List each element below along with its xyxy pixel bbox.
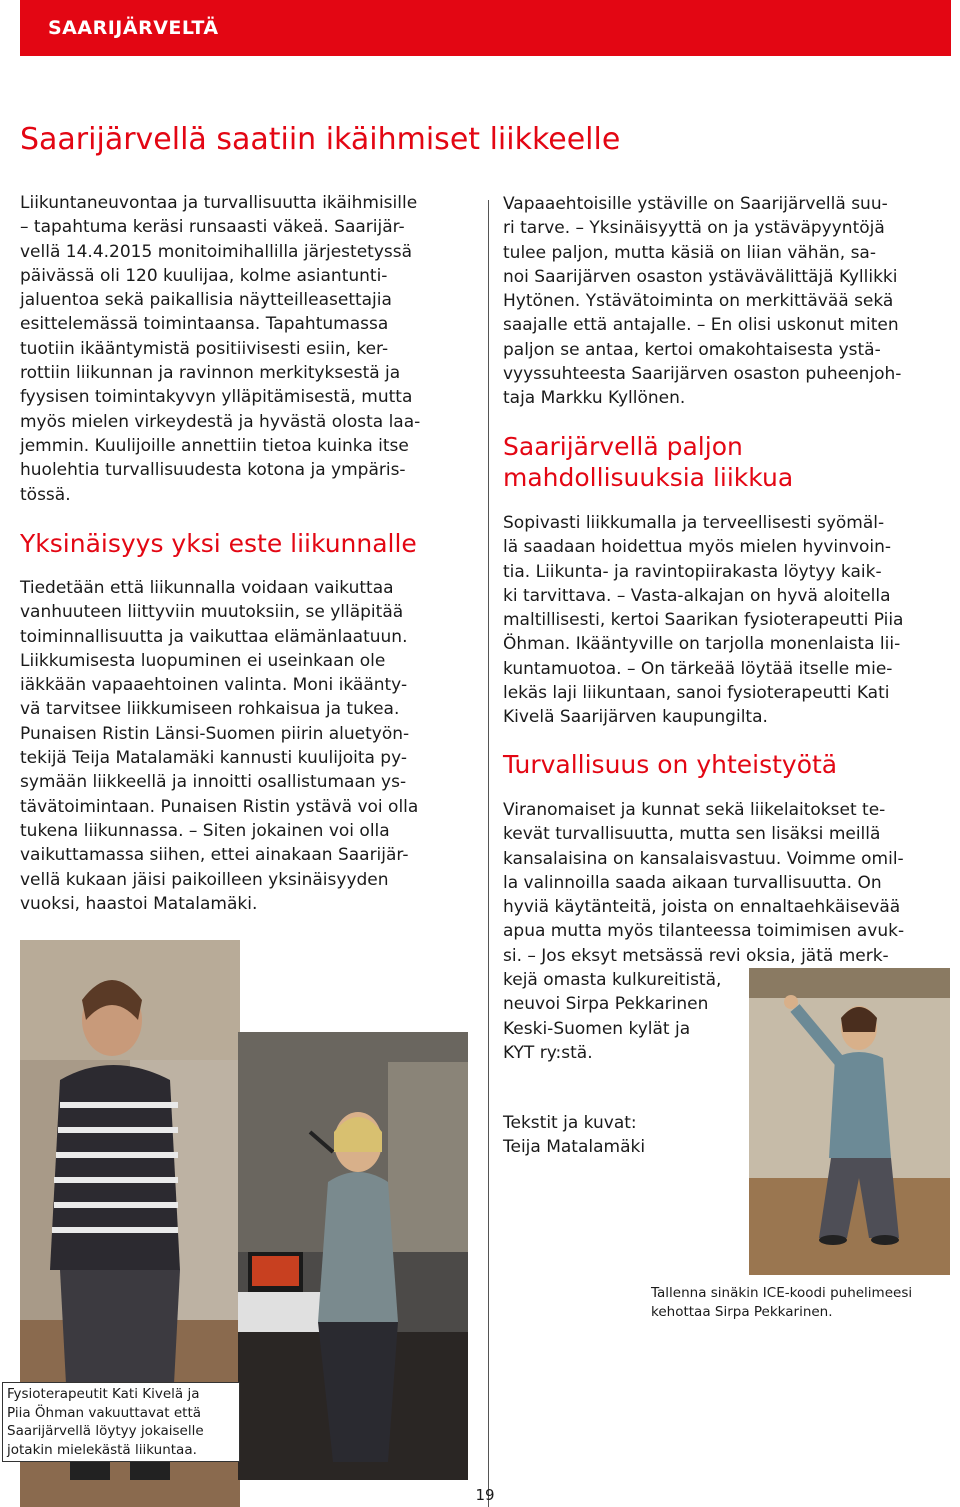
page-number: 19 (475, 1486, 495, 1504)
caption-line: Fysioterapeutit Kati Kivelä ja (7, 1386, 200, 1402)
heading-line: Saarijärvellä paljon (503, 432, 743, 461)
text-line: Viranomaiset ja kunnat sekä liikelaitokset te- (503, 800, 886, 820)
text-line: tekijä Teija Matalamäki kannusti kuulijoita py- (20, 748, 407, 769)
text-line: Tiedetään että liikunnalla voidaan vaikuttaa (20, 578, 394, 598)
text-line: neuvoi Sirpa Pekkarinen (503, 994, 709, 1015)
text-line: KYT ry:stä. (503, 1042, 593, 1063)
text-line: vellä 14.4.2015 monitoimihallilla järjestetyssä (20, 241, 413, 262)
text-line: Liikkumisesta luopuminen ei useinkaan ole (20, 650, 386, 671)
text-line: Punaisen Ristin Länsi-Suomen piirin aluetyön- (20, 723, 410, 744)
text-line: vaikuttamassa siihen, ettei ainakaan Saarijär- (20, 845, 409, 866)
text-line: Teija Matalamäki (503, 1137, 646, 1158)
text-line: Sopivasti liikkumalla ja terveellisesti syömäl- (503, 513, 885, 533)
text-line: apua mutta myös tilanteessa toimimisen avuk- (503, 921, 905, 942)
caption-line: Piia Öhman vakuuttavat että (7, 1404, 202, 1421)
text-line: kansalaisina on kansalaisvastuu. Voimme omil- (503, 848, 904, 869)
text-line: kejä omasta kulkureitistä, (503, 970, 722, 991)
photo-speaker-arm-raised (749, 968, 950, 1275)
text-line: Liikuntaneuvontaa ja turvallisuutta ikäihmisille (20, 193, 418, 213)
caption-line: Tallenna sinäkin ICE-koodi puhelimeesi (651, 1285, 913, 1301)
text-line: ri tarve. – Yksinäisyyttä on ja ystäväpyyntöjä (503, 218, 885, 239)
text-line: lä saadaan hoidettua myös mielen hyvinvoin- (503, 537, 891, 558)
caption-line: kehottaa Sirpa Pekkarinen. (651, 1303, 833, 1320)
subheading-opportunities (503, 431, 793, 493)
article-headline: Saarijärvellä saatiin ikäihmiset liikkeelle (20, 122, 621, 157)
intro-paragraph (20, 191, 480, 507)
text-line: iäkkään vapaaehtoinen valinta. Moni ikäänty- (20, 675, 408, 696)
text-line: noi Saarijärven osaston ystävävälittäjä Kyllikki (503, 266, 898, 287)
photo-speaker-arm-raised-image (749, 968, 950, 1275)
text-line: päivässä oli 120 kuulijaa, kolme asiantunti- (20, 265, 388, 286)
text-line: maltillisesti, kertoi Saarikan fysioterapeutti Piia (503, 610, 904, 631)
heading-line: mahdollisuuksia liikkua (503, 463, 794, 492)
text-line: Kivelä Saarijärven kaupungilta. (503, 707, 768, 728)
volunteer-paragraph (503, 192, 955, 411)
text-line: vyyssuhteesta Saarijärven osaston puheenjoh- (503, 364, 902, 385)
text-line: tia. Liikunta- ja ravintopiirakasta löytyy kaik- (503, 561, 882, 582)
text-line: rottiin liikunnan ja ravinnon merkityksestä ja (20, 363, 401, 384)
text-line: si. – Jos eksyt metsässä revi oksia, jätä merk- (503, 945, 889, 966)
text-line: kuntamuotoa. – On tärkeää löytää itselle mie- (503, 658, 893, 679)
text-line: kevät turvallisuutta, mutta sen lisäksi meillä (503, 824, 881, 845)
text-line: Vapaaehtoisille ystäville on Saarijärvellä suu- (503, 194, 888, 214)
text-line: huolehtia turvallisuudesta kotona ja ympäris- (20, 460, 406, 481)
caption-line: jotakin mielekästä liikuntaa. (7, 1441, 197, 1458)
text-line: Hytönen. Ystävätoiminta on merkittävää sekä (503, 291, 894, 312)
section-label: SAARIJÄRVELTÄ (48, 17, 219, 39)
text-line: la valinnoilla saada aikaan turvallisuutta. On (503, 872, 882, 893)
text-line: vuoksi, haastoi Matalamäki. (20, 893, 258, 914)
subheading-safety: Turvallisuus on yhteistyötä (503, 750, 838, 779)
text-line: vellä kukaan jäisi paikoilleen yksinäisyyden (20, 869, 389, 890)
photo-speaker-microphone-image (238, 1032, 468, 1480)
text-line: Öhman. Ikääntyville on tarjolla monenlaista lii- (503, 634, 901, 655)
text-line: tulee paljon, mutta käsiä on liian vähän, sa- (503, 242, 876, 263)
text-line: jaluentoa sekä paikallisia näytteilleasettajia (20, 290, 392, 311)
column-divider (488, 200, 489, 1507)
text-line: esittelemässä toimintaansa. Tapahtumassa (20, 314, 389, 335)
text-line: ki tarvittava. – Vasta-alkajan on hyvä aloitella (503, 585, 891, 606)
text-line: Keski-Suomen kylät ja (503, 1018, 691, 1039)
caption-physiotherapists (2, 1382, 240, 1462)
subheading-loneliness: Yksinäisyys yksi este liikunnalle (20, 529, 417, 558)
text-line: vä tarvitsee liikkumiseen rohkaisua ja tukea. (20, 699, 400, 720)
text-line: tukena liikunnassa. – Siten jokainen voi olla (20, 820, 390, 841)
text-line: lekäs laji liikuntaan, sanoi fysioterapeutti Kati (503, 683, 890, 704)
text-line: saajalle että antajalle. – En olisi uskonut miten (503, 315, 899, 336)
loneliness-paragraph (20, 576, 480, 916)
text-line: myös mielen virkeydestä ja hyvästä olosta laa- (20, 411, 421, 432)
exercise-paragraph (503, 511, 955, 730)
left-column (20, 191, 480, 507)
text-line: taja Markku Kyllönen. (503, 388, 686, 409)
caption-line: Saarijärvellä löytyy jokaiselle (7, 1423, 204, 1439)
text-line: symään liikkeellä ja innoitti osallistumaan ys- (20, 772, 407, 793)
text-line: tössä. (20, 484, 71, 505)
text-line: paljon se antaa, kertoi omakohtaisesta ystä- (503, 339, 881, 360)
caption-ice-code (651, 1284, 951, 1321)
photo-speaker-microphone (238, 1032, 468, 1480)
text-line: tävätoimintaan. Punaisen Ristin ystävä voi olla (20, 796, 419, 817)
text-line: toiminnallisuutta ja vaikuttaa elämänlaatuun. (20, 626, 408, 647)
text-line: fyysisen toimintakyvyn ylläpitämisestä, mutta (20, 387, 413, 408)
text-line: – tapahtuma keräsi runsaasti väkeä. Saarijär- (20, 217, 405, 238)
text-line: tuotiin ikääntymistä positiivisesti esiin, ker- (20, 338, 389, 359)
text-line: vanhuuteen liittyviin muutoksiin, se ylläpitää (20, 602, 404, 623)
text-line: hyviä käytänteitä, joista on ennaltaehkäisevää (503, 897, 901, 918)
text-line: Tekstit ja kuvat: (503, 1113, 637, 1133)
text-line: jemmin. Kuulijoille annettiin tietoa kuinka itse (20, 435, 409, 456)
